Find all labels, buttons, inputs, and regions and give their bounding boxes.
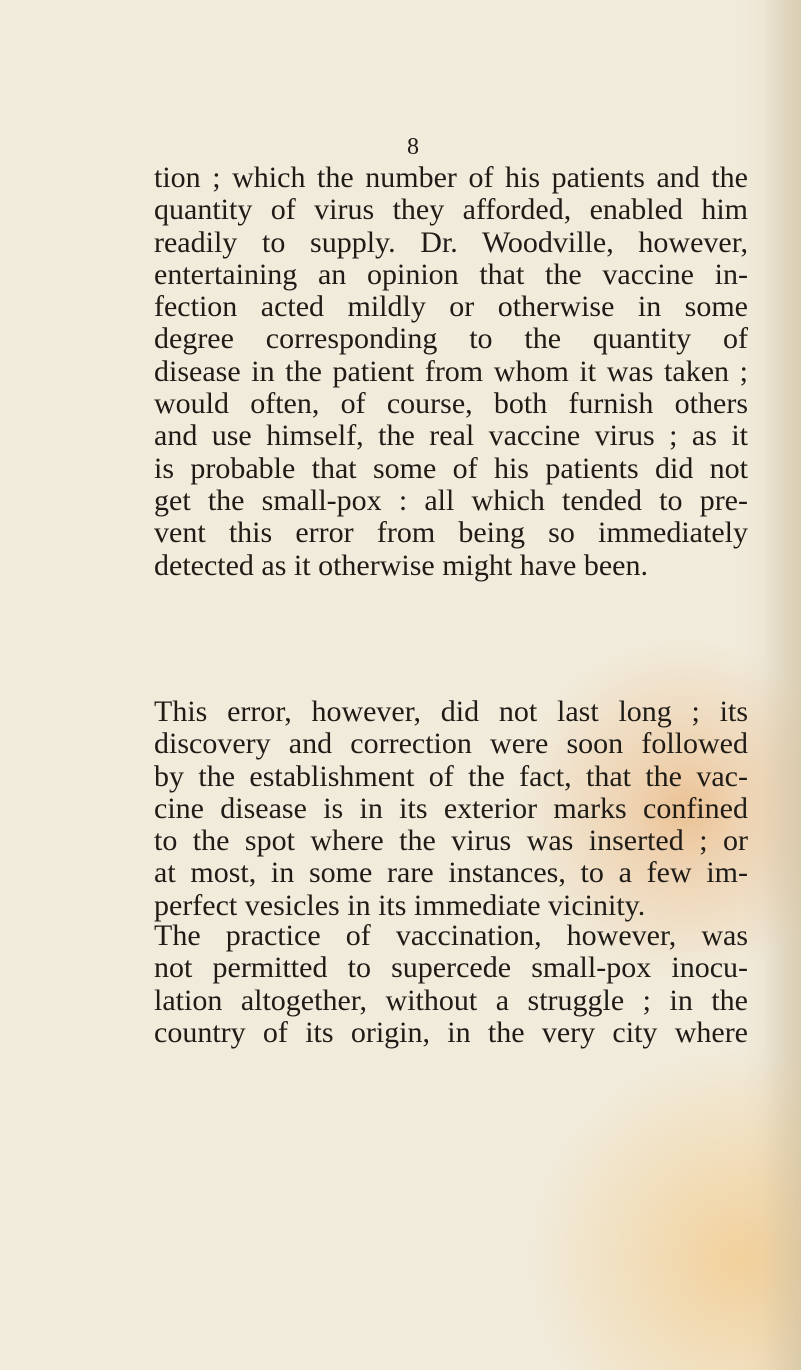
text-line: discovery and correction were soon followed (154, 727, 748, 761)
paragraph-3 (154, 920, 748, 1049)
text-line: perfect vesicles in its immediate vicinity. (154, 888, 646, 922)
text-line: degree corresponding to the quantity of (154, 322, 748, 356)
text-line: would often, of course, both furnish others (154, 387, 748, 421)
text-line: to the spot where the virus was inserted ; or (154, 824, 748, 858)
page-gutter-shadow (763, 0, 801, 1370)
text-line: is probable that some of his patients did not (154, 451, 748, 485)
text-line: by the establishment of the fact, that the vac- (154, 759, 748, 793)
text-line: readily to supply. Dr. Woodville, however, (154, 225, 748, 259)
text-line: lation altogether, without a struggle ; in the (154, 983, 748, 1017)
text-line: get the small-pox : all which tended to pre- (154, 483, 748, 517)
text-line: fection acted mildly or otherwise in some (154, 290, 748, 324)
text-line: vent this error from being so immediately (154, 516, 748, 550)
paragraph-1 (154, 162, 748, 582)
text-line: not permitted to supercede small-pox inocu- (154, 951, 748, 985)
paragraph-2 (154, 696, 748, 922)
text-line: entertaining an opinion that the vaccine in- (154, 257, 748, 291)
text-line: tion ; which the number of his patients and the (154, 161, 748, 194)
text-line: detected as it otherwise might have been. (154, 548, 648, 582)
text-line: country of its origin, in the very city where (154, 1015, 748, 1049)
page-number: 8 (407, 134, 419, 160)
text-line: quantity of virus they afforded, enabled him (154, 193, 748, 227)
text-line: This error, however, did not last long ; its (154, 695, 748, 728)
text-line: at most, in some rare instances, to a few im- (154, 856, 748, 890)
text-line: cine disease is in its exterior marks confined (154, 791, 748, 825)
text-line: disease in the patient from whom it was taken ; (154, 354, 748, 388)
text-line: and use himself, the real vaccine virus ; as it (154, 419, 748, 453)
text-line: The practice of vaccination, however, was (154, 919, 748, 952)
